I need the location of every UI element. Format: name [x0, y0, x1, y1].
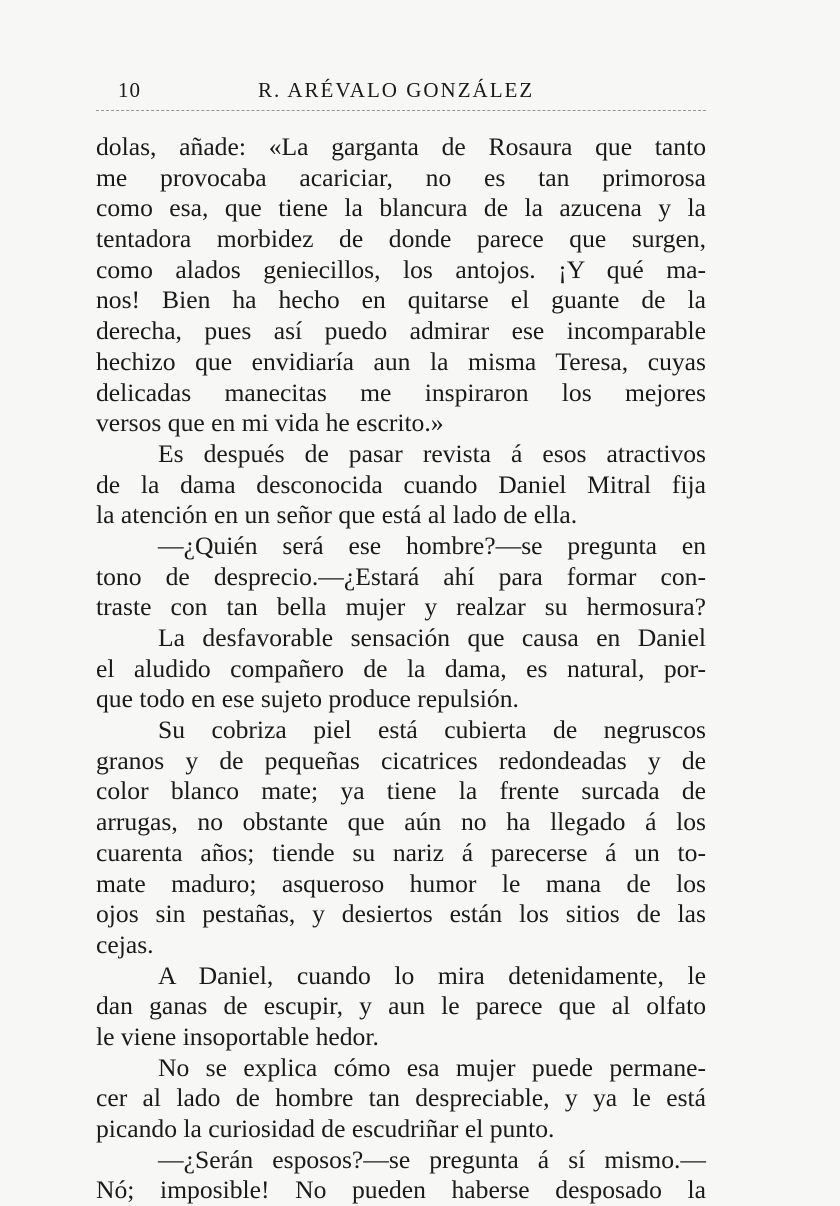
header-rule [96, 110, 706, 111]
text-line: mate maduro; asqueroso humor le mana de los [96, 868, 706, 898]
text-line: cejas. [96, 929, 154, 959]
running-head: R. ARÉVALO GONZÁLEZ [258, 78, 535, 102]
text-line: la atención en un señor que está al lado de ella. [96, 500, 578, 530]
text-line: granos y de pequeñas cicatrices redondeadas y de [96, 745, 706, 775]
text-line: A Daniel, cuando lo mira detenidamente, le [158, 960, 706, 990]
text-line: Es después de pasar revista á esos atractivos [158, 438, 706, 468]
page-header [96, 78, 706, 118]
text-line: le viene insoportable hedor. [96, 1021, 379, 1051]
text-line: traste con tan bella mujer y realzar su hermosura? [96, 592, 706, 622]
text-line: arrugas, no obstante que aún no ha llegado á los [96, 807, 706, 837]
text-line: hechizo que envidiaría aun la misma Teresa, cuyas [96, 346, 706, 376]
text-line: me provocaba acariciar, no es tan primorosa [96, 162, 706, 192]
text-line: Su cobriza piel está cubierta de negruscos [158, 715, 706, 745]
text-line: nos! Bien ha hecho en quitarse el guante de la [96, 285, 706, 315]
text-line: delicadas manecitas me inspiraron los mejores [96, 377, 706, 407]
text-line: dolas, añade: «La garganta de Rosaura que tanto [96, 132, 706, 161]
body-text [96, 132, 706, 1206]
text-line: color blanco mate; ya tiene la frente surcada de [96, 776, 706, 806]
text-line: —¿Serán esposos?—se pregunta á sí mismo.— [158, 1144, 706, 1174]
text-line: el aludido compañero de la dama, es natural, por- [96, 653, 706, 683]
text-line: La desfavorable sensación que causa en Daniel [158, 623, 706, 652]
text-line: de la dama desconocida cuando Daniel Mitral fija [96, 469, 706, 499]
text-line: versos que en mi vida he escrito.» [96, 408, 444, 438]
text-line: dan ganas de escupir, y aun le parece que al olfato [96, 991, 706, 1021]
text-line: Nó; imposible! No pueden haberse desposado la [96, 1175, 706, 1205]
text-line: ojos sin pestañas, y desiertos están los sitios de las [96, 899, 706, 929]
text-line: —¿Quién será ese hombre?—se pregunta en [158, 530, 706, 560]
text-line: cer al lado de hombre tan despreciable, y ya le está [96, 1083, 706, 1113]
text-line: que todo en ese sujeto produce repulsión. [96, 684, 519, 714]
text-line: picando la curiosidad de escudriñar el punto. [96, 1114, 555, 1143]
text-line: derecha, pues así puedo admirar ese incomparable [96, 316, 706, 346]
text-line: como esa, que tiene la blancura de la azucena y la [96, 193, 706, 223]
page-number: 10 [118, 78, 141, 102]
text-line: tentadora morbidez de donde parece que surgen, [96, 224, 706, 254]
text-line: tono de desprecio.—¿Estará ahí para formar con- [96, 561, 706, 591]
text-line: cuarenta años; tiende su nariz á parecerse á un to- [96, 837, 706, 867]
text-line: No se explica cómo esa mujer puede permane- [158, 1052, 706, 1082]
text-line: como alados geniecillos, los antojos. ¡Y qué ma- [96, 254, 706, 284]
